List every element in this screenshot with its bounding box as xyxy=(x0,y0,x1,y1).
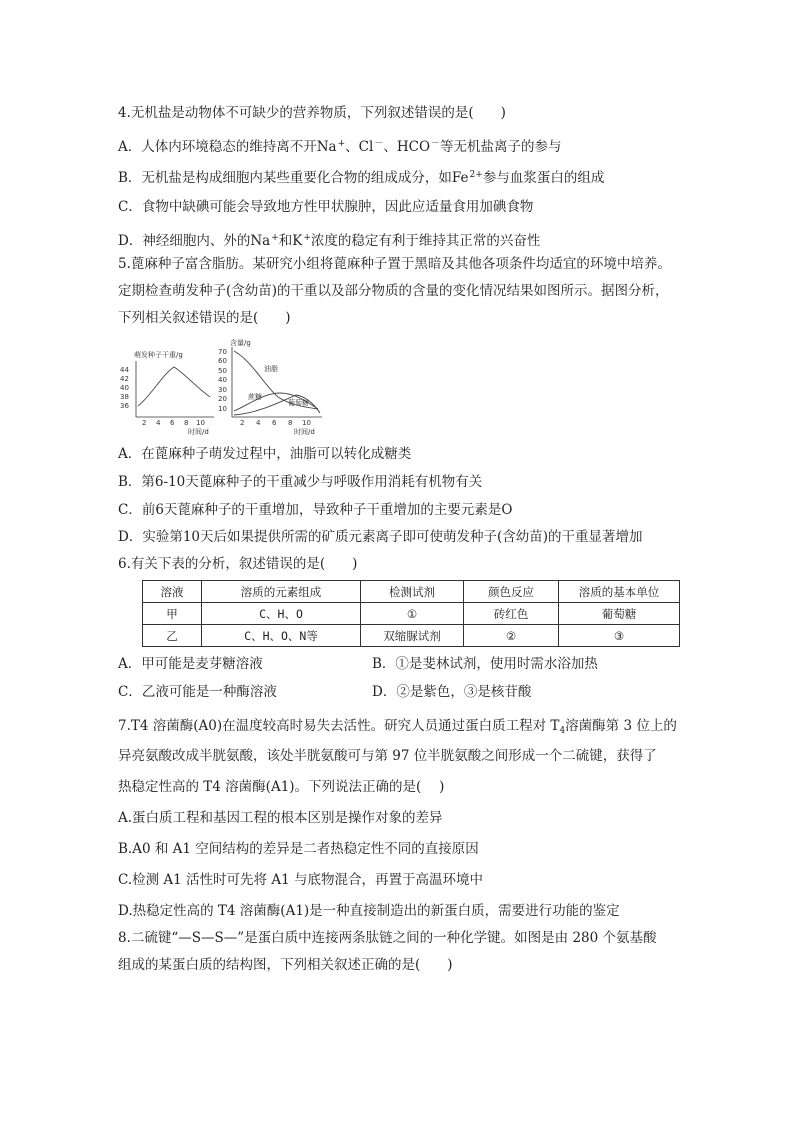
q5-option-d: D．实验第10天后如果提供所需的矿质元素离子即可使萌发种子(含幼苗)的干重显著增加 xyxy=(118,529,643,545)
q7-option-d: D.热稳定性高的 T4 溶菌酶(A1)是一种直接制造出的新蛋白质，需要进行功能的鉴定 xyxy=(118,903,620,919)
table-cell: C、H、O、N等 xyxy=(202,625,361,647)
table-cell: 甲 xyxy=(143,603,202,625)
fat-label: 油脂 xyxy=(264,365,278,373)
q4-option-a: A．人体内环境稳态的维持离不开Na+、Cl－、HCO－等无机盐离子的参与 xyxy=(118,139,562,155)
left-ytick: 38 xyxy=(120,393,129,401)
q7-option-c: C.检测 A1 活性时可先将 A1 与底物混合，再置于高温环境中 xyxy=(118,872,483,888)
q5-figure xyxy=(118,335,348,435)
table-cell: ② xyxy=(464,625,559,647)
right-ytick: 10 xyxy=(218,405,227,413)
left-ylabel: 萌发种子干重/g xyxy=(134,351,183,359)
left-ytick: 42 xyxy=(120,375,129,383)
table-cell: ③ xyxy=(559,625,680,647)
table-cell: ① xyxy=(361,603,464,625)
right-xtick: 10 xyxy=(302,419,311,427)
q7-stem-line3: 热稳定性高的 T4 溶菌酶(A1)。下列说法正确的是( ) xyxy=(118,779,445,795)
right-ytick: 70 xyxy=(218,348,227,356)
table-cell: 乙 xyxy=(143,625,202,647)
dry-weight-curve xyxy=(138,367,210,406)
table-cell: 砖红色 xyxy=(464,603,559,625)
glucose-label: 葡萄糖 xyxy=(288,399,309,407)
q5-option-b: B．第6-10天蓖麻种子的干重减少与呼吸作用消耗有机物有关 xyxy=(118,474,483,490)
q5-stem-line3: 下列相关叙述错误的是( ) xyxy=(118,310,291,326)
table-cell: C、H、O xyxy=(202,603,361,625)
q4-option-d: D．神经细胞内、外的Na+和K+浓度的稳定有利于维持其正常的兴奋性 xyxy=(118,233,541,249)
q6-stem: 6.有关下表的分析，叙述错误的是( ) xyxy=(118,556,358,572)
q4-option-b: B．无机盐是构成细胞内某些重要化合物的组成成分，如$Fe^{2+}$参与血浆蛋白的组成 xyxy=(118,170,605,186)
q8-stem-line1: 8.二硫键“—S—S—”是蛋白质中连接两条肽链之间的一种化学键。如图是由 280 个氨基酸 xyxy=(118,930,657,946)
q6-table xyxy=(142,580,680,647)
q4-option-c: C．食物中缺碘可能会导致地方性甲状腺肿，因此应适量食用加碘食物 xyxy=(118,199,534,215)
q8-stem-line2: 组成的某蛋白质的结构图，下列相关叙述正确的是( ) xyxy=(118,957,453,973)
content-chart xyxy=(218,338,322,435)
q6-option-a: A．甲可能是麦芽糖溶液 xyxy=(118,656,263,672)
table-row xyxy=(143,603,680,625)
q7-option-a: A.蛋白质工程和基因工程的根本区别是操作对象的差异 xyxy=(118,810,443,826)
q5-option-a: A．在蓖麻种子萌发过程中，油脂可以转化成糖类 xyxy=(118,446,412,462)
left-xtick: 2 xyxy=(142,419,147,427)
dry-weight-chart xyxy=(120,350,214,435)
right-ytick: 30 xyxy=(218,386,227,394)
q7-stem-line1: 7.T4 溶菌酶(A0)在温度较高时易失去活性。研究人员通过蛋白质工程对 $T_4$溶菌酶第 3 位上的 xyxy=(118,718,677,736)
table-header-cell: 溶质的元素组成 xyxy=(202,581,361,603)
right-xtick: 2 xyxy=(240,419,245,427)
left-xlabel: 时间/d xyxy=(188,428,209,435)
table-cell: 双缩脲试剂 xyxy=(361,625,464,647)
left-xtick: 4 xyxy=(156,419,161,427)
right-ytick: 20 xyxy=(218,395,227,403)
right-xtick: 4 xyxy=(256,419,261,427)
right-ytick: 40 xyxy=(218,376,227,384)
left-ytick: 36 xyxy=(120,402,129,410)
q6-option-b: B．①是斐林试剂，使用时需水浴加热 xyxy=(372,656,598,672)
table-row xyxy=(143,625,680,647)
right-ytick: 60 xyxy=(218,357,227,365)
right-xtick: 8 xyxy=(288,419,293,427)
right-ylabel: 含量/g xyxy=(230,339,251,347)
left-xtick: 8 xyxy=(184,419,189,427)
q7-option-b: B.A0 和 A1 空间结构的差异是二者热稳定性不同的直接原因 xyxy=(118,841,479,857)
table-header-row xyxy=(143,581,680,603)
left-xtick: 6 xyxy=(170,419,175,427)
q7-stem-line2: 异亮氨酸改成半胱氨酸，该处半胱氨酸可与第 97 位半胱氨酸之间形成一个二硫键，获得了 xyxy=(118,748,657,764)
q6-option-d: D．②是紫色，③是核苷酸 xyxy=(372,684,532,700)
q6-option-c: C．乙液可能是一种酶溶液 xyxy=(118,684,277,700)
left-ytick: 44 xyxy=(120,366,129,374)
right-ytick: 50 xyxy=(218,367,227,375)
sucrose-label: 蔗糖 xyxy=(248,393,262,401)
right-xtick: 6 xyxy=(272,419,277,427)
table-header-cell: 颜色反应 xyxy=(464,581,559,603)
q5-stem-line1: 5.蓖麻种子富含脂肪。某研究小组将蓖麻种子置于黑暗及其他各项条件均适宜的环境中培养。 xyxy=(118,256,671,272)
q5-option-c: C．前6天蓖麻种子的干重增加，导致种子干重增加的主要元素是O xyxy=(118,502,513,518)
table-header-cell: 溶质的基本单位 xyxy=(559,581,680,603)
q5-stem-line2: 定期检查萌发种子(含幼苗)的干重以及部分物质的含量的变化情况结果如图所示。据图分析， xyxy=(118,283,669,299)
table-header-cell: 检测试剂 xyxy=(361,581,464,603)
table-cell: 葡萄糖 xyxy=(559,603,680,625)
left-xtick: 10 xyxy=(196,419,205,427)
q4-stem: 4.无机盐是动物体不可缺少的营养物质，下列叙述错误的是( ) xyxy=(118,105,506,121)
left-ytick: 40 xyxy=(120,384,129,392)
right-xlabel: 时间/d xyxy=(294,428,315,435)
table-header-cell: 溶液 xyxy=(143,581,202,603)
